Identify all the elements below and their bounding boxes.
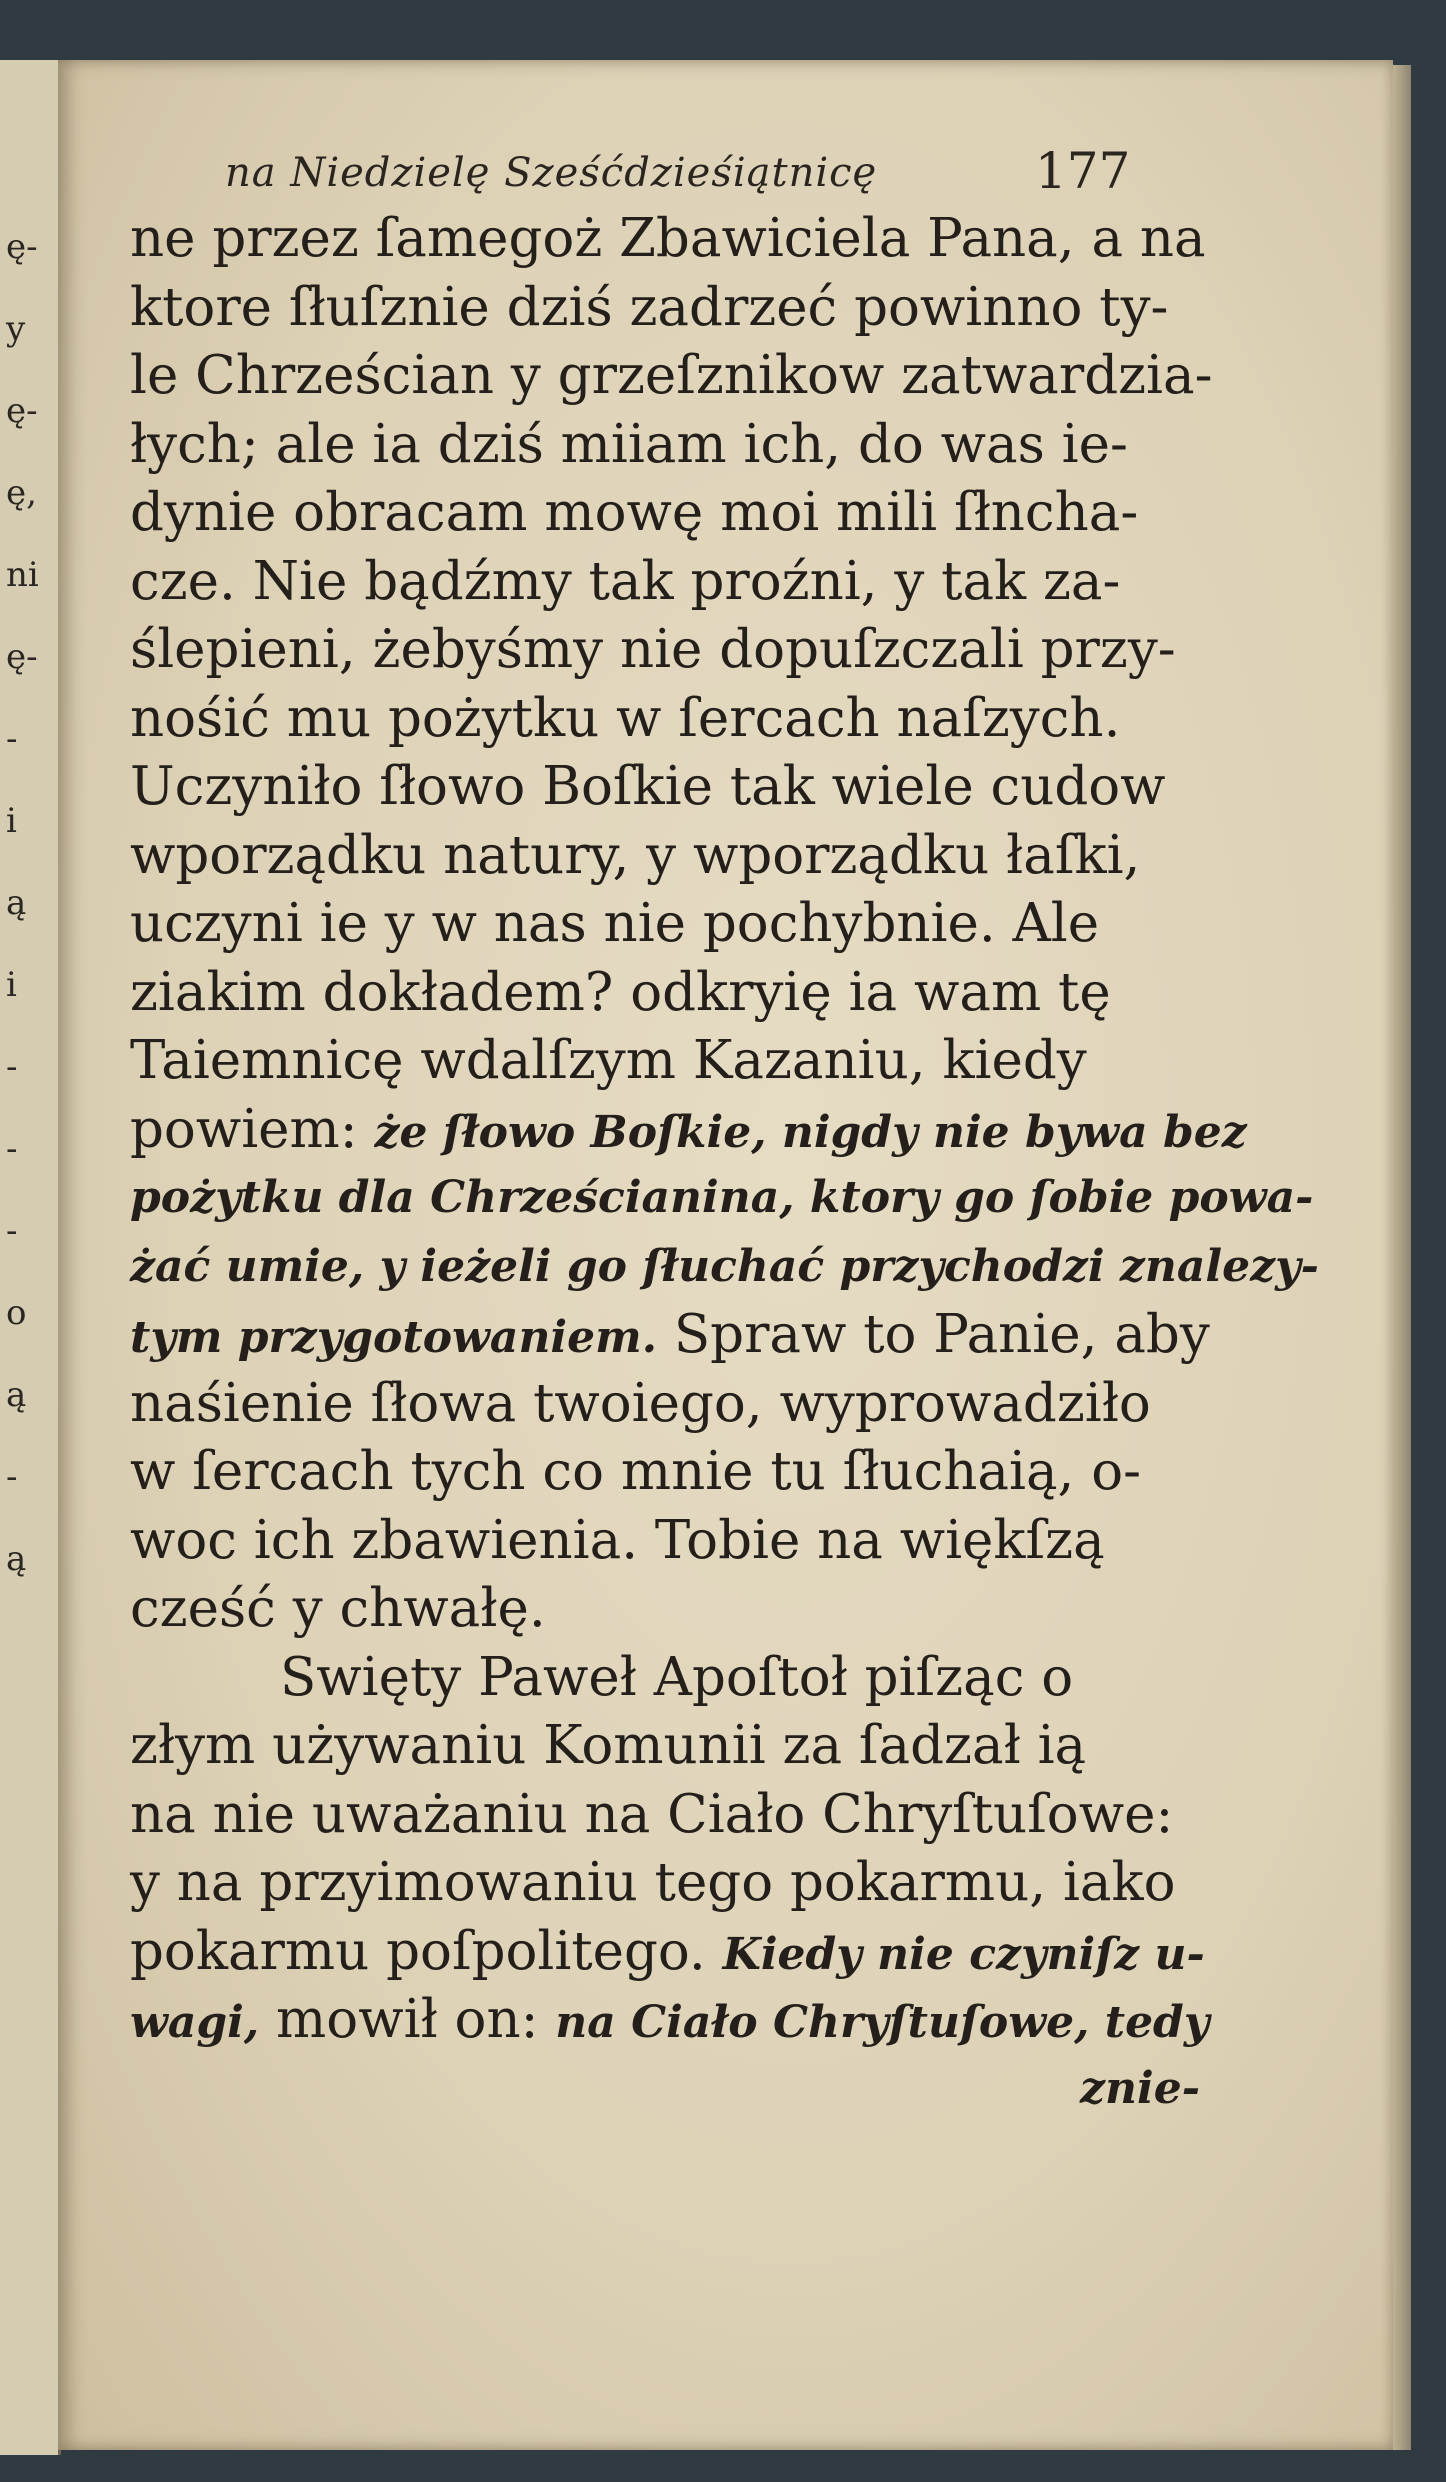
margin-fragment: i bbox=[6, 801, 17, 841]
text-line-10: wporządku natury, y wporządku łaſki, bbox=[130, 824, 1141, 886]
text-line-15: pożytku dla Chrześcianina, ktory go ſobie powa- bbox=[130, 1172, 1314, 1223]
catchword: znie- bbox=[1080, 2062, 1200, 2114]
text-line-3: le Chrześcian y grzeſznikow zatwardzia- bbox=[130, 345, 1213, 406]
text-line-23: złym używaniu Komunii za ſadzał ią bbox=[130, 1715, 1087, 1776]
margin-fragment: i bbox=[6, 965, 17, 1005]
text-line-25: y na przyimowaniu tego pokarmu, iako bbox=[130, 1852, 1176, 1913]
text-line-4: łych; ale ia dziś miiam ich, do was ie- bbox=[130, 413, 1128, 475]
margin-fragment: - bbox=[6, 1129, 18, 1169]
text-line-5: dynie obracam mowę moi mili ſłncha- bbox=[130, 482, 1139, 543]
running-title: na Niedzielę Sześćdzieśiątnicę bbox=[225, 150, 878, 196]
text-line-17 bbox=[130, 1301, 1260, 1370]
text-line-13: Taiemnicę wdalſzym Kazaniu, kiedy bbox=[130, 1030, 1087, 1091]
text-line-19: w ſercach tych co mnie tu ſłuchaią, o- bbox=[130, 1441, 1142, 1502]
margin-fragment: ą bbox=[6, 1539, 27, 1579]
text-line-12: ziakim dokładem? odkryię ia wam tę bbox=[130, 961, 1111, 1023]
text-line-6: cze. Nie bądźmy tak proźni, y tak za- bbox=[130, 550, 1121, 612]
text-line-2: ktore ſłuſznie dziś zadrzeć powinno ty- bbox=[130, 276, 1169, 338]
margin-fragment: y bbox=[6, 309, 26, 349]
text-line-26 bbox=[130, 1918, 1260, 1987]
page-edge-shadow bbox=[1393, 65, 1411, 2450]
text-line-24: na nie uważaniu na Ciało Chryſtuſowe: bbox=[130, 1783, 1174, 1845]
body-text bbox=[130, 205, 1319, 2123]
line-27-italic-a: wagi, bbox=[130, 1997, 260, 2048]
margin-fragment: o bbox=[6, 1293, 27, 1333]
page-number: 177 bbox=[1035, 142, 1131, 200]
text-line-14 bbox=[130, 1096, 1260, 1165]
margin-fragment: ę, bbox=[6, 473, 37, 513]
previous-page-edge bbox=[0, 60, 61, 2455]
line-17-italic: tym przygotowaniem. bbox=[130, 1312, 658, 1363]
margin-fragment: ą bbox=[6, 1375, 27, 1415]
margin-fragment: ę- bbox=[6, 227, 38, 267]
line-14-roman: powiem: bbox=[130, 1098, 375, 1160]
margin-fragment: ą bbox=[6, 883, 27, 923]
text-line-11: uczyni ie y w nas nie pochybnie. Ale bbox=[130, 893, 1100, 954]
line-26-italic: Kiedy nie czyniſz u- bbox=[722, 1928, 1205, 1980]
text-line-20: woc ich zbawienia. Tobie na więkſzą bbox=[130, 1509, 1105, 1571]
margin-fragment: - bbox=[6, 1211, 18, 1251]
text-line-18: naśienie ſłowa twoiego, wyprowadziło bbox=[130, 1372, 1151, 1434]
text-line-8: nośić mu pożytku w ſercach naſzych. bbox=[130, 687, 1121, 749]
text-line-22: Swięty Paweł Apoſtoł piſząc o bbox=[280, 1646, 1074, 1708]
margin-fragment: - bbox=[6, 719, 18, 759]
text-line-9: Uczyniło ſłowo Boſkie tak wiele cudow bbox=[130, 756, 1166, 817]
text-line-27 bbox=[130, 1986, 1260, 2055]
margin-fragment: ni bbox=[6, 555, 39, 595]
margin-fragment: - bbox=[6, 1047, 18, 1087]
text-line-16: żać umie, y ieżeli go ſłuchać przychodzi znalezy- bbox=[130, 1240, 1319, 1292]
line-14-italic: że ſłowo Boſkie, nigdy nie bywa bez bbox=[374, 1106, 1247, 1158]
line-26-roman: pokarmu poſpolitego. bbox=[130, 1920, 723, 1982]
text-line-21: cześć y chwałę. bbox=[130, 1578, 546, 1639]
text-line-7: ślepieni, żebyśmy nie dopuſzczali przy- bbox=[130, 619, 1176, 680]
line-27-roman: mowił on: bbox=[259, 1989, 556, 2050]
text-line-1: ne przez ſamegoż Zbawiciela Pana, a na bbox=[130, 208, 1206, 269]
margin-fragment: ę- bbox=[6, 637, 38, 677]
margin-fragment: ę- bbox=[6, 391, 38, 431]
margin-fragment: - bbox=[6, 1457, 18, 1497]
line-17-roman: Spraw to Panie, aby bbox=[657, 1304, 1210, 1365]
line-27-italic-b: na Ciało Chryſtuſowe, tedy bbox=[555, 1997, 1210, 2048]
